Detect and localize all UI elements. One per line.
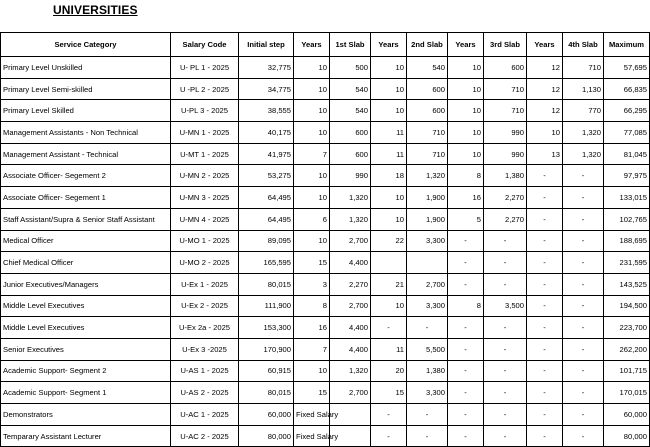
cell-maximum: 170,015 [604, 382, 650, 404]
cell-maximum: 57,695 [604, 57, 650, 79]
cell-fourth-slab: - [563, 273, 604, 295]
cell-third-slab: - [484, 230, 527, 252]
cell-years-1: 10 [294, 122, 330, 144]
cell-fourth-slab: - [563, 230, 604, 252]
cell-years-4: 12 [527, 57, 563, 79]
cell-initial-step: 60,000 [239, 404, 294, 426]
cell-years-3: 16 [448, 187, 484, 209]
cell-second-slab: 3,300 [407, 382, 448, 404]
cell-second-slab: 1,900 [407, 208, 448, 230]
cell-years-3: 10 [448, 78, 484, 100]
cell-years-2: 10 [371, 57, 407, 79]
cell-years-1: 8 [294, 295, 330, 317]
cell-initial-step: 38,555 [239, 100, 294, 122]
cell-years-3: - [448, 425, 484, 447]
cell-service-category: Primary Level Unskilled [1, 57, 171, 79]
table-row [1, 273, 650, 295]
cell-first-slab: 4,400 [330, 338, 371, 360]
cell-fourth-slab: - [563, 404, 604, 426]
table-row [1, 100, 650, 122]
cell-salary-code: U -PL 2 - 2025 [171, 78, 239, 100]
cell-years-3: 10 [448, 122, 484, 144]
cell-years-4: - [527, 165, 563, 187]
cell-maximum: 81,045 [604, 143, 650, 165]
cell-years-1: 10 [294, 360, 330, 382]
cell-years-1: 3 [294, 273, 330, 295]
column-header-first-slab: 1st Slab [330, 33, 371, 57]
cell-third-slab: 600 [484, 57, 527, 79]
cell-years-3: - [448, 382, 484, 404]
cell-third-slab: - [484, 338, 527, 360]
cell-years-2: - [371, 404, 407, 426]
cell-service-category: Junior Executives/Managers [1, 273, 171, 295]
cell-maximum: 102,765 [604, 208, 650, 230]
cell-fourth-slab: 770 [563, 100, 604, 122]
cell-years-1: 10 [294, 165, 330, 187]
cell-first-slab: 1,320 [330, 360, 371, 382]
cell-years-2: 11 [371, 338, 407, 360]
cell-first-slab: 1,320 [330, 187, 371, 209]
cell-salary-code: U-AC 1 - 2025 [171, 404, 239, 426]
cell-service-category: Management Assistant - Technical [1, 143, 171, 165]
cell-fourth-slab: - [563, 187, 604, 209]
cell-initial-step: 32,775 [239, 57, 294, 79]
cell-first-slab: 2,270 [330, 273, 371, 295]
cell-second-slab: - [407, 425, 448, 447]
cell-third-slab: 990 [484, 143, 527, 165]
cell-years-1: Fixed Salary [294, 404, 330, 426]
cell-maximum: 66,295 [604, 100, 650, 122]
cell-maximum: 80,000 [604, 425, 650, 447]
cell-second-slab: 3,300 [407, 230, 448, 252]
cell-years-2: 10 [371, 78, 407, 100]
cell-years-2: 11 [371, 122, 407, 144]
cell-third-slab: - [484, 317, 527, 339]
cell-years-2: 21 [371, 273, 407, 295]
column-header-years-4: Years [527, 33, 563, 57]
cell-third-slab: 710 [484, 78, 527, 100]
table-row [1, 122, 650, 144]
cell-maximum: 133,015 [604, 187, 650, 209]
cell-years-1: Fixed Salary [294, 425, 330, 447]
table-row [1, 404, 650, 426]
cell-first-slab: 2,700 [330, 230, 371, 252]
cell-years-3: 10 [448, 57, 484, 79]
cell-years-2: - [371, 425, 407, 447]
cell-years-1: 15 [294, 382, 330, 404]
column-header-years-3: Years [448, 33, 484, 57]
cell-years-1: 10 [294, 187, 330, 209]
cell-maximum: 66,835 [604, 78, 650, 100]
cell-third-slab: 1,380 [484, 165, 527, 187]
table-row [1, 57, 650, 79]
cell-years-1: 6 [294, 208, 330, 230]
cell-second-slab: 3,300 [407, 295, 448, 317]
table-row [1, 360, 650, 382]
cell-first-slab: 500 [330, 57, 371, 79]
table-row [1, 252, 650, 274]
cell-maximum: 188,695 [604, 230, 650, 252]
cell-maximum: 77,085 [604, 122, 650, 144]
cell-years-2: 11 [371, 143, 407, 165]
cell-years-1: 15 [294, 252, 330, 274]
cell-years-4: 12 [527, 78, 563, 100]
cell-years-3: 5 [448, 208, 484, 230]
table-row [1, 295, 650, 317]
cell-years-3: - [448, 273, 484, 295]
cell-years-2 [371, 252, 407, 274]
cell-initial-step: 64,495 [239, 208, 294, 230]
table-row [1, 78, 650, 100]
cell-fourth-slab: - [563, 295, 604, 317]
cell-initial-step: 153,300 [239, 317, 294, 339]
cell-initial-step: 40,175 [239, 122, 294, 144]
cell-service-category: Associate Officer- Segement 1 [1, 187, 171, 209]
cell-fourth-slab: - [563, 317, 604, 339]
cell-second-slab: 1,380 [407, 360, 448, 382]
column-header-years-1: Years [294, 33, 330, 57]
cell-second-slab [407, 252, 448, 274]
cell-years-4: - [527, 404, 563, 426]
table-row [1, 187, 650, 209]
cell-initial-step: 60,915 [239, 360, 294, 382]
cell-years-4: - [527, 273, 563, 295]
cell-service-category: Demonstrators [1, 404, 171, 426]
cell-first-slab: 600 [330, 143, 371, 165]
cell-second-slab: 5,500 [407, 338, 448, 360]
column-header-second-slab: 2nd Slab [407, 33, 448, 57]
cell-third-slab: 2,270 [484, 187, 527, 209]
cell-years-2: 18 [371, 165, 407, 187]
cell-years-1: 7 [294, 338, 330, 360]
column-header-years-2: Years [371, 33, 407, 57]
column-header-service-category: Service Category [1, 33, 171, 57]
cell-second-slab: 1,320 [407, 165, 448, 187]
cell-first-slab: 540 [330, 78, 371, 100]
cell-salary-code: U-MN 1 - 2025 [171, 122, 239, 144]
cell-initial-step: 53,275 [239, 165, 294, 187]
cell-years-3: - [448, 360, 484, 382]
cell-initial-step: 80,000 [239, 425, 294, 447]
table-row [1, 317, 650, 339]
cell-initial-step: 41,975 [239, 143, 294, 165]
table-row [1, 143, 650, 165]
cell-fourth-slab: - [563, 165, 604, 187]
cell-first-slab: 2,700 [330, 295, 371, 317]
cell-years-3: 10 [448, 100, 484, 122]
cell-service-category: Middle Level Executives [1, 295, 171, 317]
cell-maximum: 60,000 [604, 404, 650, 426]
cell-maximum: 262,200 [604, 338, 650, 360]
table-row [1, 165, 650, 187]
cell-fourth-slab: - [563, 382, 604, 404]
cell-second-slab: 600 [407, 78, 448, 100]
cell-service-category: Primary Level Semi-skilled [1, 78, 171, 100]
cell-years-4: - [527, 317, 563, 339]
cell-third-slab: 990 [484, 122, 527, 144]
table-row [1, 230, 650, 252]
cell-service-category: Temparary Assistant Lecturer [1, 425, 171, 447]
cell-second-slab: 710 [407, 143, 448, 165]
cell-fourth-slab: 1,320 [563, 143, 604, 165]
cell-service-category: Management Assistants - Non Technical [1, 122, 171, 144]
cell-first-slab: 600 [330, 122, 371, 144]
cell-years-4: 12 [527, 100, 563, 122]
cell-initial-step: 80,015 [239, 382, 294, 404]
cell-years-4: - [527, 295, 563, 317]
column-header-initial-step: Initial step [239, 33, 294, 57]
cell-initial-step: 34,775 [239, 78, 294, 100]
cell-fourth-slab: - [563, 360, 604, 382]
cell-second-slab: - [407, 317, 448, 339]
cell-fourth-slab: - [563, 252, 604, 274]
cell-service-category: Chief Medical Officer [1, 252, 171, 274]
cell-years-1: 10 [294, 78, 330, 100]
cell-first-slab: 990 [330, 165, 371, 187]
cell-initial-step: 80,015 [239, 273, 294, 295]
cell-years-3: - [448, 230, 484, 252]
table-row [1, 425, 650, 447]
cell-years-1: 10 [294, 57, 330, 79]
cell-third-slab: 3,500 [484, 295, 527, 317]
cell-service-category: Academic Support- Segment 1 [1, 382, 171, 404]
cell-first-slab: 540 [330, 100, 371, 122]
cell-years-2: 15 [371, 382, 407, 404]
cell-years-3: - [448, 252, 484, 274]
cell-years-4: 10 [527, 122, 563, 144]
cell-salary-code: U-Ex 1 - 2025 [171, 273, 239, 295]
cell-third-slab: - [484, 273, 527, 295]
cell-salary-code: U-Ex 2a - 2025 [171, 317, 239, 339]
cell-third-slab: 710 [484, 100, 527, 122]
cell-salary-code: U-MT 1 - 2025 [171, 143, 239, 165]
cell-years-2: 20 [371, 360, 407, 382]
column-header-third-slab: 3rd Slab [484, 33, 527, 57]
cell-fourth-slab: 710 [563, 57, 604, 79]
cell-initial-step: 89,095 [239, 230, 294, 252]
cell-initial-step: 64,495 [239, 187, 294, 209]
cell-first-slab: 1,320 [330, 208, 371, 230]
column-header-salary-code: Salary Code [171, 33, 239, 57]
cell-second-slab: 600 [407, 100, 448, 122]
column-header-maximum: Maximum [604, 33, 650, 57]
cell-second-slab: 2,700 [407, 273, 448, 295]
cell-third-slab: 2,270 [484, 208, 527, 230]
cell-service-category: Primary Level Skilled [1, 100, 171, 122]
cell-initial-step: 111,900 [239, 295, 294, 317]
column-header-fourth-slab: 4th Slab [563, 33, 604, 57]
cell-years-3: 8 [448, 165, 484, 187]
cell-years-4: - [527, 338, 563, 360]
cell-salary-code: U-MN 4 - 2025 [171, 208, 239, 230]
cell-maximum: 101,715 [604, 360, 650, 382]
cell-years-3: 10 [448, 143, 484, 165]
cell-salary-code: U-MO 1 - 2025 [171, 230, 239, 252]
cell-first-slab: 2,700 [330, 382, 371, 404]
cell-salary-code: U-AC 2 - 2025 [171, 425, 239, 447]
cell-fourth-slab: - [563, 425, 604, 447]
table-row [1, 382, 650, 404]
cell-initial-step: 165,595 [239, 252, 294, 274]
table-row [1, 338, 650, 360]
cell-fourth-slab: - [563, 208, 604, 230]
cell-years-2: 10 [371, 295, 407, 317]
cell-salary-code: U-PL 3 - 2025 [171, 100, 239, 122]
cell-service-category: Staff Assistant/Supra & Senior Staff Assistant [1, 208, 171, 230]
cell-salary-code: U-Ex 3 -2025 [171, 338, 239, 360]
cell-years-2: 10 [371, 208, 407, 230]
cell-service-category: Associate Officer- Segement 2 [1, 165, 171, 187]
cell-maximum: 97,975 [604, 165, 650, 187]
cell-maximum: 231,595 [604, 252, 650, 274]
cell-years-4: - [527, 382, 563, 404]
table-row [1, 208, 650, 230]
cell-salary-code: U-MO 2 - 2025 [171, 252, 239, 274]
cell-years-2: - [371, 317, 407, 339]
cell-years-1: 10 [294, 230, 330, 252]
cell-second-slab: 710 [407, 122, 448, 144]
cell-third-slab: - [484, 382, 527, 404]
cell-second-slab: 540 [407, 57, 448, 79]
cell-years-2: 10 [371, 187, 407, 209]
cell-service-category: Senior Executives [1, 338, 171, 360]
cell-years-1: 16 [294, 317, 330, 339]
cell-years-4: - [527, 187, 563, 209]
cell-years-1: 7 [294, 143, 330, 165]
cell-maximum: 143,525 [604, 273, 650, 295]
cell-fourth-slab: 1,130 [563, 78, 604, 100]
cell-service-category: Middle Level Executives [1, 317, 171, 339]
cell-second-slab: 1,900 [407, 187, 448, 209]
cell-years-3: 8 [448, 295, 484, 317]
cell-maximum: 223,700 [604, 317, 650, 339]
cell-first-slab: 4,400 [330, 317, 371, 339]
cell-years-4: - [527, 252, 563, 274]
cell-maximum: 194,500 [604, 295, 650, 317]
cell-service-category: Academic Support- Segment 2 [1, 360, 171, 382]
cell-third-slab: - [484, 425, 527, 447]
cell-second-slab: - [407, 404, 448, 426]
cell-salary-code: U-AS 1 - 2025 [171, 360, 239, 382]
cell-years-3: - [448, 338, 484, 360]
cell-third-slab: - [484, 404, 527, 426]
cell-salary-code: U-MN 3 - 2025 [171, 187, 239, 209]
cell-years-2: 10 [371, 100, 407, 122]
cell-years-4: 13 [527, 143, 563, 165]
cell-years-2: 22 [371, 230, 407, 252]
cell-years-3: - [448, 317, 484, 339]
cell-years-4: - [527, 425, 563, 447]
cell-fourth-slab: - [563, 338, 604, 360]
salary-table [0, 32, 650, 447]
cell-salary-code: U- PL 1 - 2025 [171, 57, 239, 79]
cell-salary-code: U-Ex 2 - 2025 [171, 295, 239, 317]
cell-third-slab: - [484, 360, 527, 382]
cell-fourth-slab: 1,320 [563, 122, 604, 144]
cell-salary-code: U-AS 2 - 2025 [171, 382, 239, 404]
cell-service-category: Medical Officer [1, 230, 171, 252]
table-header-row [1, 33, 650, 57]
cell-years-3: - [448, 404, 484, 426]
cell-initial-step: 170,900 [239, 338, 294, 360]
cell-years-4: - [527, 208, 563, 230]
cell-third-slab: - [484, 252, 527, 274]
cell-salary-code: U-MN 2 - 2025 [171, 165, 239, 187]
cell-first-slab: 4,400 [330, 252, 371, 274]
page-title: UNIVERSITIES [53, 3, 138, 17]
cell-years-4: - [527, 230, 563, 252]
cell-years-1: 10 [294, 100, 330, 122]
cell-years-4: - [527, 360, 563, 382]
